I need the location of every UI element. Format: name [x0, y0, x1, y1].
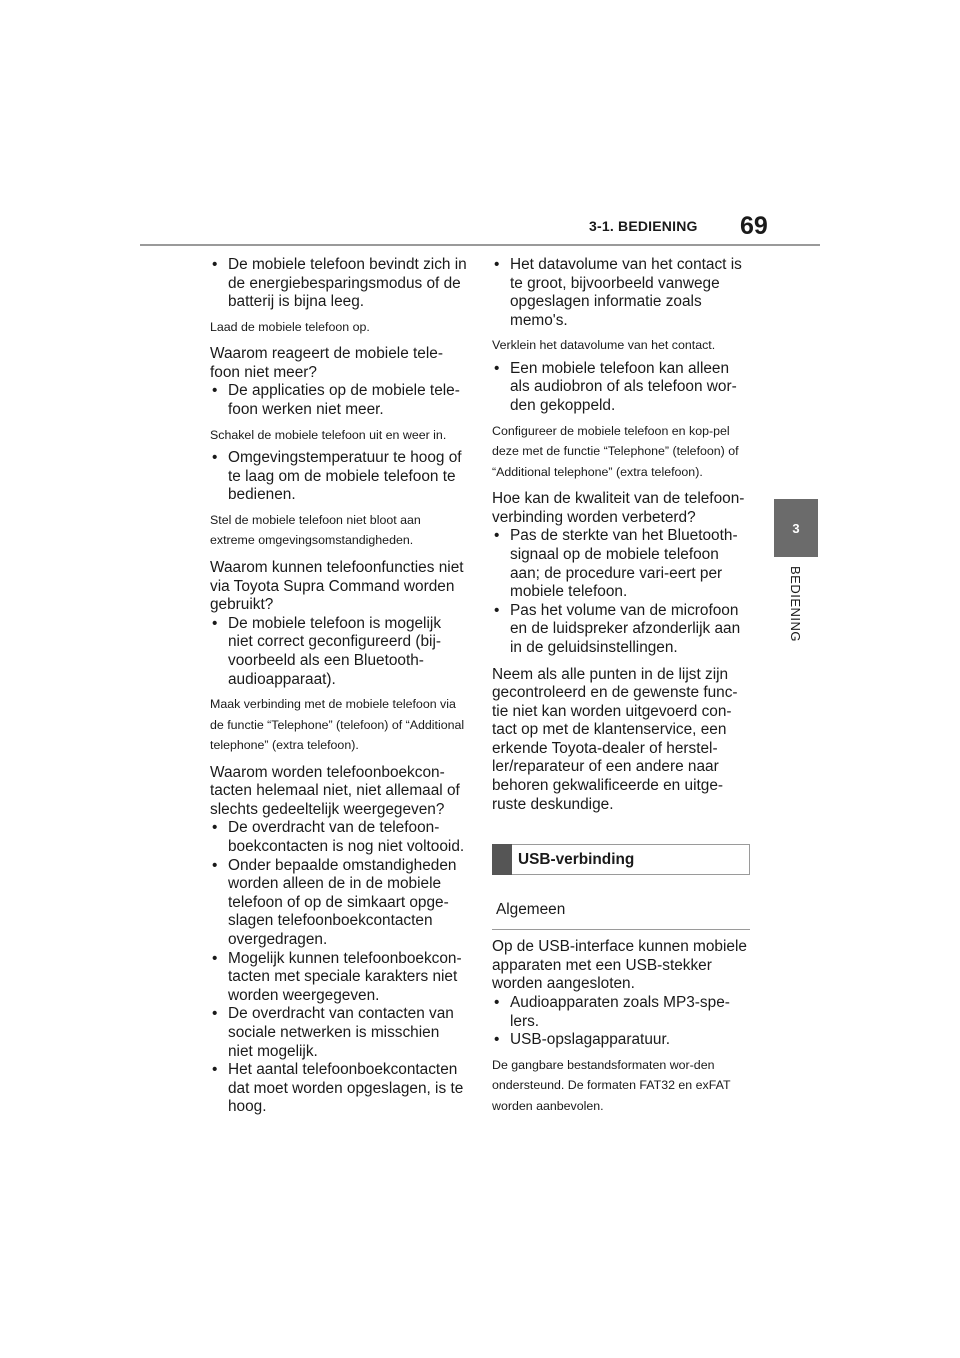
list-item: • Mogelijk kunnen telefoonboekcon-tacten met speciale karakters niet worden weergegeven.	[210, 950, 468, 1006]
chapter-label: BEDIENING	[788, 566, 803, 643]
list-item: • Het aantal telefoonboekcontacten dat moet worden opgeslagen, is te hoog.	[210, 1061, 468, 1117]
list-item: • De mobiele telefoon is mogelijk niet correct geconfigureerd (bij-voorbeeld als een Bluetooth-audioapparaat).	[210, 615, 468, 689]
question-heading: Waarom kunnen telefoonfuncties niet via Toyota Supra Command worden gebruikt?	[210, 558, 464, 614]
header-divider	[140, 244, 820, 246]
list-item: • Omgevingstemperatuur te hoog of te laag om de mobiele telefoon te bedienen.	[210, 449, 468, 505]
instruction-text: De gangbare bestandsformaten wor-den ondersteund. De formaten FAT32 en exFAT worden aanbevolen.	[492, 1057, 731, 1113]
section-marker	[492, 844, 512, 875]
list-item: • Pas het volume van de microfoon en de luidspreker afzonderlijk aan in de geluidsinstellingen.	[492, 602, 750, 658]
question-heading: Waarom worden telefoonboekcon-tacten helemaal niet, niet allemaal of slechts gedeeltelijk weergegeven?	[210, 763, 460, 818]
list-item: • Het datavolume van het contact is te groot, bijvoorbeeld vanwege opgeslagen informatie zoals memo's.	[492, 256, 750, 330]
sub-heading: Algemeen	[492, 895, 750, 930]
section-title: USB-verbinding	[518, 850, 635, 868]
list-item: • Onder bepaalde omstandigheden worden alleen de in de mobiele telefoon of op de simkaart opge-slagen telefoonboekcontacten overgedragen.	[210, 857, 468, 950]
instruction-text: Schakel de mobiele telefoon uit en weer in.	[210, 427, 447, 442]
instruction-text: Stel de mobiele telefoon niet bloot aan extreme omgevingsomstandigheden.	[210, 512, 421, 548]
running-header: 3-1. BEDIENING	[589, 218, 698, 234]
list-item: • De overdracht van contacten van sociale netwerken is misschien niet mogelijk.	[210, 1005, 468, 1061]
body-paragraph: Op de USB-interface kunnen mobiele apparaten met een USB-stekker worden aangesloten.	[492, 938, 747, 993]
list-item: • De overdracht van de telefoon-boekcontacten is nog niet voltooid.	[210, 819, 468, 856]
list-item: • De applicaties op de mobiele tele-foon werken niet meer.	[210, 382, 468, 419]
list-item: • Audioapparaten zoals MP3-spe-lers.	[492, 994, 750, 1031]
chapter-tab: 3	[774, 499, 818, 557]
list-item: • Pas de sterkte van het Bluetooth-signaal op de mobiele telefoon aan; de procedure vari-eert per mobiele telefoon.	[492, 527, 750, 601]
list-item: • Een mobiele telefoon kan alleen als audiobron of als telefoon wor-den gekoppeld.	[492, 360, 750, 416]
question-heading: Waarom reageert de mobiele tele-foon niet meer?	[210, 345, 443, 381]
left-column	[210, 256, 468, 1117]
instruction-text: Verklein het datavolume van het contact.	[492, 338, 716, 353]
page-number: 69	[740, 212, 768, 240]
section-header-usb	[492, 844, 750, 875]
list-item: • De mobiele telefoon bevindt zich in de energiebesparingsmodus of de batterij is bijna leeg.	[210, 256, 468, 312]
instruction-text: Laad de mobiele telefoon op.	[210, 319, 370, 334]
instruction-text: Maak verbinding met de mobiele telefoon via de functie “Telephone” (telefoon) of “Additional telephone” (extra telefoon).	[210, 697, 465, 753]
instruction-text: Configureer de mobiele telefoon en kop-pel deze met de functie “Telephone” (telefoon) of “Additional telephone” (extra telefoon).	[492, 423, 739, 479]
body-paragraph: Neem als alle punten in de lijst zijn gecontroleerd en de gewenste func-tie niet kan worden uitgevoerd con-tact op met de klantenservice, een erkende Toyota-dealer of herstel-ler/reparateur of een andere naar behoren gekwalificeerde en uitge-ruste deskundige.	[492, 665, 738, 813]
right-column	[492, 256, 750, 1120]
list-item: • USB-opslagapparatuur.	[492, 1031, 750, 1050]
question-heading: Hoe kan de kwaliteit van de telefoon-verbinding worden verbeterd?	[492, 490, 745, 526]
